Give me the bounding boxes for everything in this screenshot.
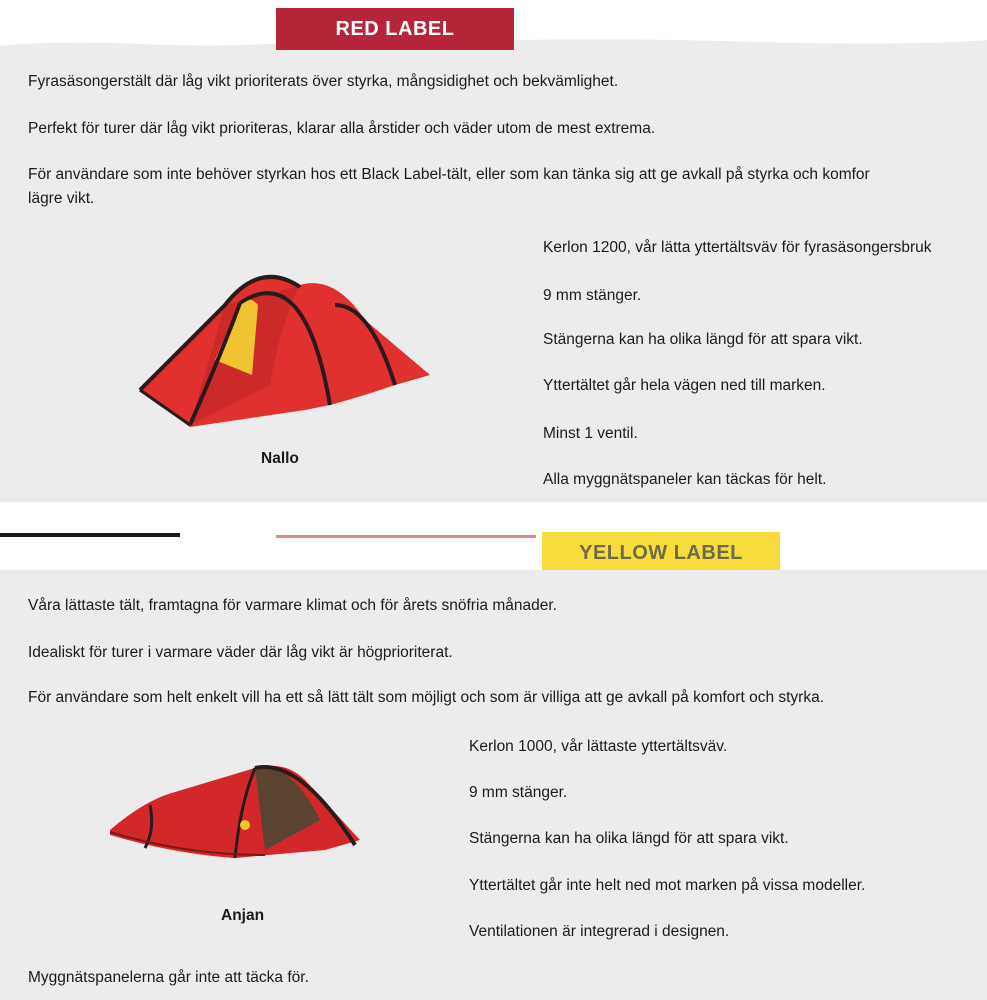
tent-name-anjan: Anjan (221, 907, 265, 924)
red-intro-1: Fyrasäsongerstält där låg vikt prioriterats över styrka, mångsidighet och bekvämlighet. (28, 73, 619, 90)
yellow-feature-1: Kerlon 1000, vår lättaste yttertältsväv. (469, 738, 728, 755)
red-feature-3: Stängerna kan ha olika längd för att spara vikt. (543, 331, 863, 348)
yellow-feature-2: 9 mm stänger. (469, 784, 568, 801)
yellow-intro-2: Idealiskt för turer i varmare väder där låg vikt är högprioriterat. (28, 644, 453, 661)
yellow-feature-3: Stängerna kan ha olika längd för att spara vikt. (469, 830, 789, 847)
red-intro-2: Perfekt för turer där låg vikt prioriteras, klarar alla årstider och väder utom de mest extrema. (28, 120, 656, 137)
yellow-extra-note: Myggnätspanelerna går inte att täcka för. (28, 969, 309, 986)
tent-image-anjan (105, 760, 367, 865)
tent-name-nallo: Nallo (261, 450, 299, 467)
red-feature-6: Alla myggnätspaneler kan täckas för helt. (543, 471, 827, 488)
red-feature-2: 9 mm stänger. (543, 287, 642, 304)
tent-image-nallo (130, 265, 435, 430)
yellow-feature-5: Ventilationen är integrerad i designen. (469, 923, 730, 940)
red-label-section (0, 52, 987, 502)
yellow-label-section (0, 570, 987, 1000)
yellow-intro-1: Våra lättaste tält, framtagna för varmare klimat och för årets snöfria månader. (28, 597, 557, 614)
red-feature-5: Minst 1 ventil. (543, 425, 638, 442)
yellow-label-tag: YELLOW LABEL (542, 532, 780, 574)
red-label-tag: RED LABEL (276, 8, 514, 50)
yellow-feature-4: Yttertältet går inte helt ned mot marken på vissa modeller. (469, 877, 866, 894)
torn-paper-strip-2 (0, 527, 987, 545)
red-intro-3: För användare som inte behöver styrkan hos ett Black Label-tält, eller som kan tänka sig att ge avkall på styrka och komfor (28, 166, 870, 183)
red-feature-4: Yttertältet går hela vägen ned till marken. (543, 377, 826, 394)
red-feature-1: Kerlon 1200, vår lätta yttertältsväv för fyrasäsongersbruk (543, 239, 932, 256)
red-intro-4: lägre vikt. (28, 190, 95, 207)
yellow-intro-3: För användare som helt enkelt vill ha ett så lätt tält som möjligt och som är villiga att ge avkall på komfort och styrka. (28, 689, 825, 706)
